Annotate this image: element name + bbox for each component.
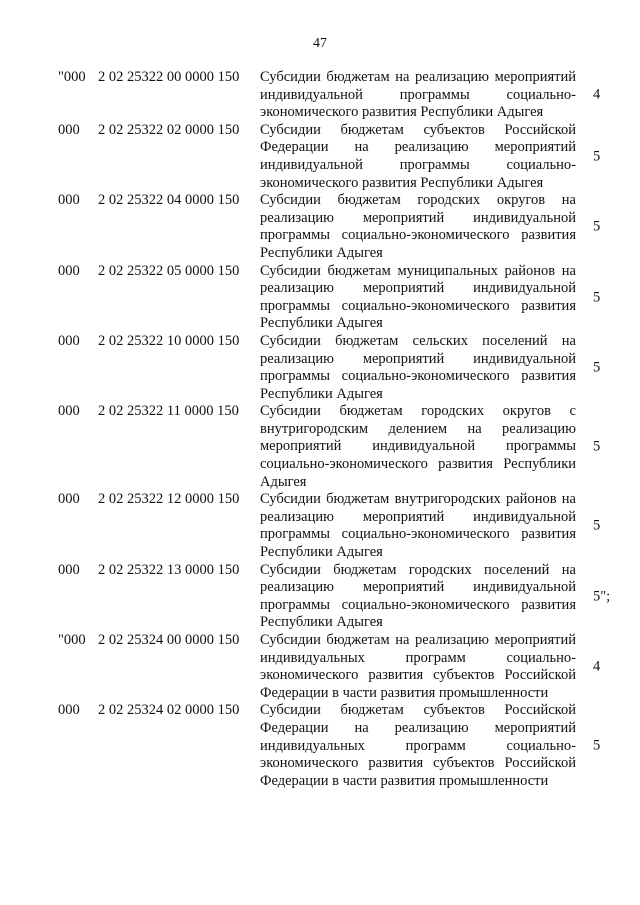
- row-value: 5: [593, 289, 601, 306]
- row-prefix-code: 000: [58, 491, 80, 508]
- row-budget-code: 2 02 25324 02 0000 150: [98, 702, 240, 719]
- row-description: Субсидии бюджетам субъектов Российской Федерации на реализацию мероприятий индивидуальных программ социально-экономического развития субъектов Российской Федерации в части развития промышленности: [260, 702, 576, 789]
- row-value: 5: [593, 517, 601, 534]
- row-description: Субсидии бюджетам городских поселений на реализацию мероприятий индивидуальной программы социально-экономического развития Республики Адыгея: [260, 561, 576, 631]
- table-row: [0, 122, 640, 192]
- row-value: 5: [593, 737, 601, 754]
- row-budget-code: 2 02 25322 10 0000 150: [98, 332, 240, 349]
- row-budget-code: 2 02 25322 04 0000 150: [98, 192, 240, 209]
- row-budget-code: 2 02 25322 11 0000 150: [98, 403, 239, 420]
- row-prefix-code: 000: [58, 403, 80, 420]
- table-row: [0, 263, 640, 333]
- row-description: Субсидии бюджетам субъектов Российской Федерации на реализацию мероприятий индивидуальной программы социально-экономического развития Республики Адыгея: [260, 121, 576, 191]
- row-prefix-code: 000: [58, 561, 80, 578]
- row-value: 5: [593, 438, 601, 455]
- row-prefix-code: 000: [58, 192, 80, 209]
- row-budget-code: 2 02 25322 00 0000 150: [98, 69, 240, 85]
- row-prefix-code: 000: [58, 262, 80, 279]
- row-value: 4: [593, 86, 601, 103]
- row-description: Субсидии бюджетам на реализацию мероприятий индивидуальной программы социально-экономического развития Республики Адыгея: [260, 69, 576, 121]
- row-description: Субсидии бюджетам городских округов с внутригородским делением на реализацию мероприятий индивидуальной программы социально-экономического развития Республики Адыгея: [260, 403, 576, 490]
- row-value: 5: [593, 218, 601, 235]
- row-description: Субсидии бюджетам муниципальных районов на реализацию мероприятий индивидуальной программы социально-экономического развития Республики Адыгея: [260, 262, 576, 332]
- page-number: 47: [313, 36, 327, 51]
- row-prefix-code: 000: [58, 332, 80, 349]
- table-row: [0, 333, 640, 403]
- row-value: 4: [593, 658, 601, 675]
- row-value: 5: [593, 359, 601, 376]
- row-prefix-code: "000: [58, 69, 86, 85]
- table-row: [0, 403, 640, 491]
- codes-table: [0, 69, 640, 790]
- row-budget-code: 2 02 25322 12 0000 150: [98, 491, 240, 508]
- row-description: Субсидии бюджетам городских округов на реализацию мероприятий индивидуальной программы социально-экономического развития Республики Адыгея: [260, 192, 576, 261]
- table-row: [0, 491, 640, 561]
- row-prefix-code: 000: [58, 702, 80, 719]
- row-budget-code: 2 02 25322 13 0000 150: [98, 561, 240, 578]
- row-value: 5";: [593, 588, 611, 605]
- table-row: [0, 632, 640, 702]
- row-description: Субсидии бюджетам сельских поселений на реализацию мероприятий индивидуальной программы социально-экономического развития Республики Адыгея: [260, 332, 576, 402]
- table-row: [0, 69, 640, 122]
- row-prefix-code: 000: [58, 121, 80, 138]
- row-value: 5: [593, 148, 601, 165]
- row-description: Субсидии бюджетам на реализацию мероприятий индивидуальных программ социально-экономического развития субъектов Российской Федерации в части развития промышленности: [260, 632, 576, 701]
- table-row: [0, 702, 640, 790]
- table-row: [0, 562, 640, 632]
- table-row: [0, 192, 640, 262]
- row-description: Субсидии бюджетам внутригородских районов на реализацию мероприятий индивидуальной программы социально-экономического развития Республики Адыгея: [260, 491, 576, 561]
- row-prefix-code: "000: [58, 632, 86, 648]
- row-budget-code: 2 02 25322 05 0000 150: [98, 262, 240, 279]
- row-budget-code: 2 02 25324 00 0000 150: [98, 632, 240, 648]
- row-budget-code: 2 02 25322 02 0000 150: [98, 121, 240, 138]
